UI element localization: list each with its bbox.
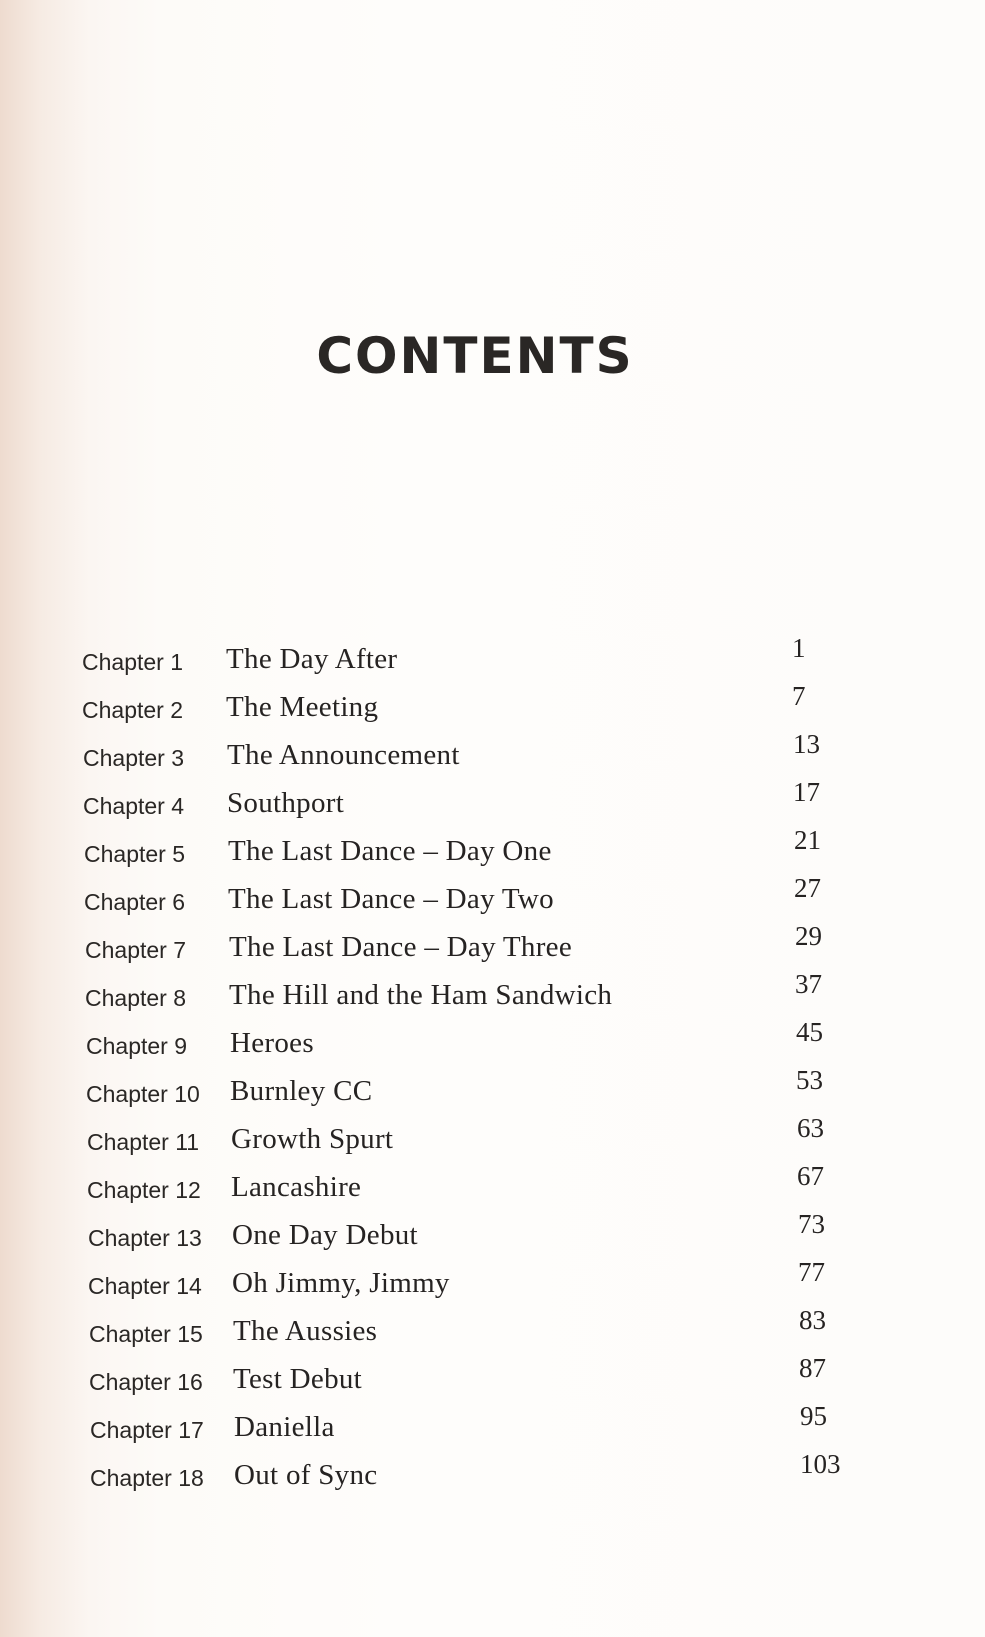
page-number: 103 <box>800 1449 841 1479</box>
page-number: 83 <box>799 1305 826 1335</box>
toc-entry <box>85 921 885 968</box>
chapter-number: Chapter 8 <box>85 985 187 1011</box>
chapter-number: Chapter 9 <box>86 1033 188 1059</box>
toc-entry <box>85 969 885 1016</box>
page-number: 13 <box>793 729 820 759</box>
chapter-title: The Meeting <box>226 691 379 723</box>
toc-entry <box>89 1305 889 1352</box>
chapter-number: Chapter 15 <box>89 1321 203 1347</box>
page-number: 27 <box>794 873 821 903</box>
page-number: 67 <box>797 1161 824 1191</box>
chapter-number: Chapter 10 <box>86 1081 200 1107</box>
page-number: 7 <box>792 681 806 711</box>
chapter-number: Chapter 13 <box>88 1225 202 1251</box>
toc-entry <box>87 1161 887 1208</box>
toc-entry <box>83 777 883 824</box>
toc-entry <box>87 1113 887 1160</box>
page-number: 87 <box>799 1353 826 1383</box>
chapter-number: Chapter 7 <box>85 937 187 963</box>
chapter-title: The Day After <box>226 643 398 675</box>
page-number: 45 <box>796 1017 823 1047</box>
chapter-title: Oh Jimmy, Jimmy <box>232 1267 450 1299</box>
toc-entry <box>90 1401 890 1448</box>
toc-entry <box>86 1065 886 1112</box>
chapter-number: Chapter 11 <box>87 1129 200 1155</box>
chapter-number: Chapter 4 <box>83 793 185 819</box>
chapter-title: Heroes <box>230 1027 314 1059</box>
chapter-title: The Last Dance – Day Two <box>228 883 554 915</box>
toc-entry <box>86 1017 886 1064</box>
chapter-number: Chapter 14 <box>88 1273 202 1299</box>
chapter-title: One Day Debut <box>232 1219 418 1251</box>
toc-entry <box>82 681 882 728</box>
toc-entry <box>84 873 884 920</box>
chapter-title: The Aussies <box>233 1315 378 1347</box>
page-number: 29 <box>795 921 822 951</box>
toc-entry <box>84 825 884 872</box>
page-number: 73 <box>798 1209 825 1239</box>
chapter-number: Chapter 5 <box>84 841 186 867</box>
toc-entry <box>83 729 883 776</box>
toc-entry <box>88 1257 888 1304</box>
chapter-title: Burnley CC <box>230 1075 373 1107</box>
chapter-title: The Last Dance – Day Three <box>229 931 573 963</box>
chapter-number: Chapter 12 <box>87 1177 201 1203</box>
page-number: 53 <box>796 1065 823 1095</box>
chapter-title: Out of Sync <box>234 1459 378 1491</box>
toc-entry <box>90 1449 890 1496</box>
chapter-title: Growth Spurt <box>231 1123 394 1155</box>
page-number: 1 <box>792 633 806 663</box>
chapter-number: Chapter 3 <box>83 745 185 771</box>
page-number: 95 <box>800 1401 827 1431</box>
chapter-title: Lancashire <box>231 1171 362 1203</box>
chapter-number: Chapter 16 <box>89 1369 203 1395</box>
contents-heading: CONTENTS <box>316 327 634 385</box>
page-number: 63 <box>797 1113 824 1143</box>
chapter-title: Daniella <box>234 1411 335 1443</box>
chapter-title: Southport <box>227 787 345 819</box>
chapter-number: Chapter 2 <box>82 697 184 723</box>
chapter-number: Chapter 18 <box>90 1465 204 1491</box>
toc-entry <box>88 1209 888 1256</box>
page-number: 77 <box>798 1257 825 1287</box>
chapter-number: Chapter 1 <box>82 649 184 675</box>
chapter-title: Test Debut <box>233 1363 363 1395</box>
chapter-number: Chapter 17 <box>90 1417 204 1443</box>
toc-entry <box>82 633 882 680</box>
page-number: 37 <box>795 969 822 999</box>
toc-entry <box>89 1353 889 1400</box>
chapter-title: The Announcement <box>227 739 460 771</box>
page-number: 21 <box>794 825 821 855</box>
chapter-title: The Hill and the Ham Sandwich <box>229 979 613 1011</box>
page-number: 17 <box>793 777 820 807</box>
chapter-title: The Last Dance – Day One <box>228 835 552 867</box>
chapter-number: Chapter 6 <box>84 889 186 915</box>
